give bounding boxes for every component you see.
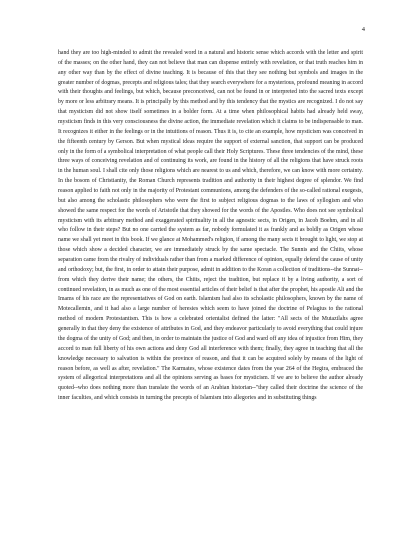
- body-text: hand they are too high-minded to admit the revealed word in a natural and historic sense which accords with the letter and spirit of the masses; on the other hand, they can not believe that man can dispense entirely with revelation, or that truth reaches him in any other way than by the effect of divine teaching. It is because of this that they see nothing but symbols and images in the greater number of dogmas, precepts and religious tales; that they search everywhere for a mysterious, profound meaning in accord with their thoughts and feelings, but which, because preconceived, can not be found in or interpreted into the sacred texts except by more or less arbitrary means. It is principally by this method and by this tendency that the mystics are recognized. I do not say that mysticism did not show itself sometimes in a bolder form. At a time when philosophical habits had already held sway, mysticism finds in this very consciousness the divine action, the immediate revelation which it claims to be indispensable to man. It recognizes it either in the feelings or in the intuitions of reason. Thus it is, to cite an example, how mysticism was conceived in the fifteenth century by Gerson. But when mystical ideas require the support of external sanction, that support can be produced only in the form of a symbolical interpretation of what people call their Holy Scriptures. These three tendencies of the mind, these three ways of conceiving revelation and of continuing its work, are found in the history of all the religions that have struck roots in the human soul. I shall cite only those religions which are nearest to us and which, therefore, we can know with more certainty. In the bosom of Christianity, the Roman Church represents tradition and authority in their highest degree of splendor. We find reason applied to faith not only in the majority of Protestant communions, among the defenders of the so-called rational exegesis, but also among the scholastic philosophers who were the first to subject religious dogmas to the laws of syllogism and who showed the same respect for the words of Aristotle that they showed for the words of the Apostles. Who does not see symbolical mysticism with its arbitrary method and exaggerated spirituality in all the agnostic sects, in Origen, in Jacob Boehm, and in all who follow in their steps? But no one carried the system as far, nobody formulated it as frankly and as boldly as Origen whose name we shall yet meet in this book. If we glance at Mohammed's religion, if among the many sects it brought to light, we stop at those which show a decided character, we are immediately struck by the same spectacle. The Sunnis and the Chiits, whose separation came from the rivalry of individuals rather than from a marked difference of opinion, equally defend the cause of unity and orthodoxy; but, the first, in order to attain their purpose, admit in addition to the Koran a collection of traditions--the Sunnat--from which they derive their name; the others, the Chiits, reject the tradition, but replace it by a living authority, a sort of continued revelation, in as much as one of the most essential articles of their belief is that after the prophet, his apostle Ali and the Imams of his race are the representatives of God on earth. Islamism had also its scholastic philosophers, known by the name of Motecallemin, and it had also a large number of heresies which seem to have joined the doctrine of Pelagius to the rational method of modern Protestantism. This is how a celebrated orientalist defined the latter: "All sects of the Mutazilahs agree generally in that they deny the existence of attributes in God, and they endeavor particularly to avoid everything that could injure the dogma of the unity of God; and then, in order to maintain the justice of God and ward off any idea of injustice from Him, they accord to man full liberty of his own actions and deny God all interference with them; finally, they agree in teaching that all the knowledge necessary to salvation is within the province of reason, and that it can be acquired solely by means of the light of reason before, as well as after, revelation." The Karmates, whose existence dates from the year 264 of the Hegira, embraced the system of allegorical interpretations and all the opinions serving as bases for mysticism. If we are to believe the author already quoted--who does nothing more than translate the words of an Arabian historian--"they called their doctrine the science of the inner faculties, and which consists in turning the precepts of Islamism into allegories and in substituting things: [58, 50, 363, 402]
- page-number: 4: [361, 26, 365, 33]
